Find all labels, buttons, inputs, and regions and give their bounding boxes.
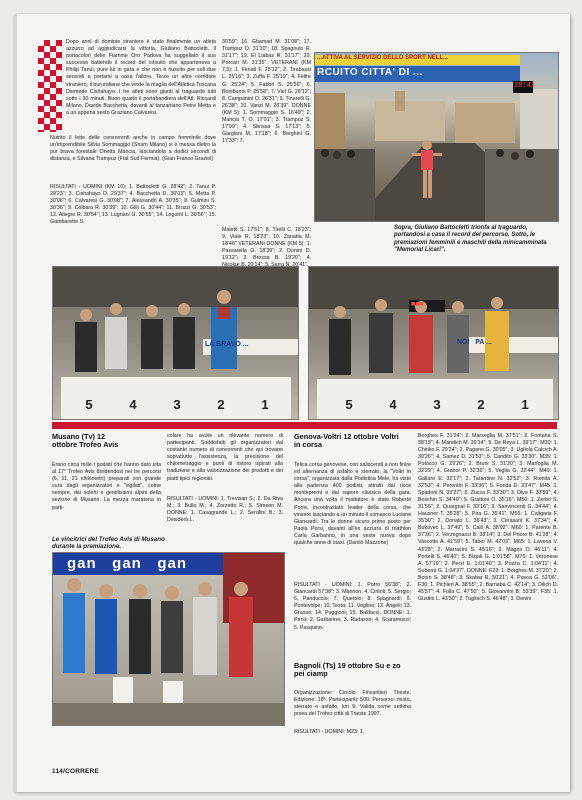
red-checker-ornament	[38, 40, 62, 132]
musano-title: Musano (Tv) 12 ottobre Trofeo Avis	[52, 432, 119, 450]
photo-finish-line	[314, 52, 559, 222]
banner-main-text: RCUITO CITTA' DI ...	[317, 67, 423, 78]
article-results-men: RISULTATI - UOMINI (KM 10): 1. Battocletti G. 28'42"; 2. Tanui P. 29'23"; 3. Cishahayo D. 29'37"; 4. Bacchetta D. 30'03"; 5. Metta P. 30'06"; 6. Calvaresi G. 30'08"; 7. Alessandri A. 30'35"; 8. Gulmini S. 30'36"; 9. Colbara R. 30'39"; 10. Gilli G. 30'44"; 11. Bruzzi G. 30'53"; 12. Allegro R. 30'54"; 13. Lugnani G. 30'55"; 14. Leguml L. 30'56"; 15. Gambarotto S.	[50, 184, 216, 226]
caption-finish-photo: Sopra, Giuliano Battocletti trionfa al traguardo, portandosi a casa il record del percorso. Sotto, le premiazioni femminili e maschili della minicamminata "Memorial Licari".	[394, 225, 547, 254]
red-divider-bar	[52, 422, 557, 429]
article-women-paragraph: Nutrito il lotto delle concorrenti anche in campo femminile dove un'imprendibile Silvia Sommaggio (Snam Milano) si è messa dietro la pur brava forestale Orietta Mancia, lasciandola a dodici secondi di distanza, e Silvana Trampuz (Fiat Sud Formia). (Gian Franco Graziol)	[50, 135, 216, 163]
banner-top-text: ...ATTIVA AL SERVIZIO DELLO SPORT NELL...	[317, 55, 449, 61]
musano-results: RISULTATI - UOMINI: 1. Trevisan S.; 2. Da Riva M.; 3. Bullo M.; 4. Zorzetto R.; 5. Simeon M. DONNE: 1. Casagrande L.; 2. Serafini B.; 3. Desiderà L.	[167, 496, 283, 524]
podium-men-clock: ■■■	[411, 301, 424, 309]
bagnoli-body: Organizzazione: Circolo Fincantieri Trieste. Edizione: 18ª. Partecipanti: 500. Percorso: misto, sterrato e asfalto, km 9. Valida come settima prova del Trofeo città di Trieste 1997.	[294, 690, 411, 718]
musano-body-col2: colare ha avuto un rilevante numero di partecipanti. Soddisfatti gli organizzatori dal costante numero di concorrenti che qui trovano soprattutto l'assistenza, la precisione del chilometraggio e punti di ristoro ispirati alla tradizione e alla valorizzazione dei prodotti e dei piatti tipici regionali.	[167, 433, 283, 482]
podium-number: 4	[389, 397, 397, 412]
podium-number: 1	[521, 397, 529, 412]
photo-musano-premiazione	[52, 552, 285, 726]
podium-number: 3	[433, 397, 441, 412]
page-folio: 114/CORRERE	[52, 768, 99, 775]
article-intro: Dopo anni di dominio straniero è stato finalmente un atleta azzurro ad aggiudicarsi la vittoria, Giuliano Battocletti. Il portacolori delle Fiamme Oro Padova ha suggellato il suo successo battendo il record del circuito che apparteneva a Philip Tanui, pure lui in gara e che non è riuscito per soli due secondi a portarsi a casa l'alloro. Terzo un altro corridore straniero, il burundiano che veste la maglia dell'Atletica Toscana Diomede Cishahayo. I tre atleti sono giunti al traguardo tutti sotto i 30 minuti. Buon quarto il portabandiera dell'Atl. Riccardi Milano, Davide Bacchetta, davanti al tanzaniano Petro Metta e a un appena sesto Graziano Calvaresi.	[66, 39, 216, 116]
bagnoli-results: RISULTATI - UOMINI: M23: 1.	[294, 729, 365, 735]
podium-women-board: LA BRAVO ...	[205, 341, 249, 348]
finish-clock: 28:43	[514, 82, 536, 90]
podium-number: 2	[217, 397, 225, 412]
podium-men-board: NOI PA ...	[457, 339, 493, 346]
photo-podium-women	[52, 266, 299, 420]
bagnoli-title: Bagnoli (Ts) 19 ottobre Su e zo pei ciamp	[294, 661, 401, 679]
bagnoli-results-column: Borghes F. 31'24"; 2. Marseglia M. 37'51"; 3. Fontana S. 38'19"; 4. Mandich M. 39'14"; 5. De Reya L. 39'17". M30: 1. Chiriko F. 29'24"; 2. Pagano G. 30'05"; 3. Ugliola Calcich A. 30'26"; 4. Samez D. 31'53"; 5. Candito G. 33'30". M35: 1. Potocco G. 29'26"; 2. Bruni S. 31'20"; 3. Marfoglia M. 32'29"; 4. Grahor P. 32'36"; 5. Vegliа G. 32'44". M40: 1. Gallaro E. 32'17"; 2. Tarantino N. 32'52"; 3. Romita A. 32'53"; 4. Perentin F. 33'36"; 5. Fonda D. 33'47". M45: 1. Spadoni N. 33'27"; 2. Zucca F. 33'30"; 3. Divo F. 33'59"; 4. Boschin S. 34'40"; 5. Grattoni O. 35'16". M50: 1. Zerbo S. 31'56"; 2. Quargnal F. 33'16"; 3. Sanvincenti G. 34'44"; 4. Hausner T. 35'28"; 5. Pira G. 35'41". M55: 1. Caligaris F. 35'30"; 2. Donato L. 36'43"; 3. Cerasani K. 37'34"; 4. Bukovec L. 37'49"; 5. Calò A. 38'02". M60: 1. Parente B. 37'36"; 2. Verzegnassi B. 38'14"; 3. Del Priore B. 41'28"; 4. Vascotto A. 41'59"; 5. Tabor M. 42'03". M65: 1. Lavena V. 43'28"; 2. Marracini S. 45'16"; 3. Magris O. 46'11"; 4. Portelli S. 46'40"; 5. Bizjak G. 1:01'58". M70: 1. Veronese A. 57'19"; 2. Persi E. 1:01'40"; 3. Pozza C. 1:04'11"; 4. Suberni G. 1:04'37". DONNE: F23: 1. Borghes M. 37'20"; 2. Bonin S. 38'48"; 3. Skabar R. 50'21"; 4. Pavca G. 52'06". F30: 1. Pichieri A. 38'55"; 2. Barnaba C. 42'14"; 3. Dilich D. 45'57"; 4. Folla C. 47'50"; 5. Giovannini B. 53'39". F35: 1. Gustini L. 43'30"; 2. Tuglisch S. 46'48"; 3. Donini	[418, 433, 558, 603]
premiazione-drawing	[53, 553, 284, 725]
page-spine	[14, 14, 17, 792]
genova-body: Telica corsa genovese, con saliscendi a non finire ed alternanza di asfalto e sterrato, la "Voltri in corsa", organizzata dalla Podistica Mele, ha visto alla partenza 400 podisti, attratti dal ricco montepremi e dal sapore classico della gara. Ancora una volta il mattatore è stato Roberto Porro, incontrastato leader della corsa, che vincere lasciando a un minuto il comasco Luciano Giancardi. Tra le donne sicuro primo posto per Paola Persi, davanti all'ex azzurra di triathlon Carla Garbanno, in una veste nuova dopo qualche anno di stasi. (Danilo Mazzone)	[294, 462, 411, 547]
podium-number: 3	[173, 397, 181, 412]
podium-number: 5	[345, 397, 353, 412]
magazine-page	[14, 14, 570, 792]
genova-results: RISULTATI - UOMINI: 1. Porro 56'38"; 2. Giancardi 57'38"; 3. Mannon; 4. Cintoli; 5. Sergio; 6. Panduccio; 7. Querolo; 8. Spagnardi; 9. Pontevolpe; 10. Testa; 11. Voglino; 12. Angeli; 13. Grasso; 14. Puggioni; 15. Baldacci. DONNE: 1. Persi; 2. Garbarino; 3. Rudasso; 4. Scaramucci; 5. Pasquino.	[294, 582, 411, 631]
genova-title: Genova-Voltri 12 ottobre Voltri in corsa	[294, 432, 399, 450]
podium-women-numbers	[67, 397, 287, 412]
photo-podium-men	[308, 266, 559, 420]
podium-number: 2	[477, 397, 485, 412]
podium-number: 5	[85, 397, 93, 412]
finish-scene-drawing	[315, 53, 558, 221]
musano-body: Erano circa mille i podisti che hanno dato vita al 17° Trofeo Avis dividendosi nei tre percorsi (6, 11, 21 chilometri) preparati con grande cura dagli organizzatori e "vigilati", come sempre, dai solerti e gentilissimi alpini della sezione di Musano. La mezza maratona in parti-	[52, 462, 161, 511]
article-results-col2: 30'59"; 16. Ghamad M. 31'08"; 17. Trampuz D. 31'10"; 18. Spagnulo R. 31'17"; 19. El Liabas R. 31'17"; 20. Porcari M. 31'35". VETERANI (KM 7,5): 1. Fenati F. 25'12"; 2. Tirabassi L. 25'16"; 3. Zuffa F. 25'19"; 4. Feltre G. 25'24"; 5. Fabbri S. 25'56"; 6. Bonibunni P. 25'58"; 7. Viel G. 26'12"; 8. Campanini O. 26'31"; 9. Tinarelli G. 26'38"; 10. Vanzi M. 26'39". DONNE (KM 5): 1. Sommaggio S. 16'49"; 2. Mancia T. O. 17'01"; 3. Trampuz S. 17'09"; 4. Sbrissa S. 17'13"; 5. Gargioni M. 17'18"; 6. Borghini G. 17'33"; 7.	[222, 39, 311, 145]
podium-number: 1	[261, 397, 269, 412]
gan-banner: gan gan gan	[67, 555, 188, 572]
article-results-tail: Maletti S. 17'51"; 8. Tirelli C. 18'23"; 9. Viale R. 18'23"; 10. Zanatta M. 18'46" VETERANI DONNE (KM 5): 1. Passarella G. 18'39"; 2. Donini D. 19'12"; 3. Brossa B. 19'20"; 4. 20'41".	[222, 227, 311, 269]
musano-subcaption: Le vincitrici del Trofeo Avis di Musano durante la premiazione.	[52, 536, 165, 551]
podium-number: 4	[129, 397, 137, 412]
podium-men-numbers	[327, 397, 547, 412]
